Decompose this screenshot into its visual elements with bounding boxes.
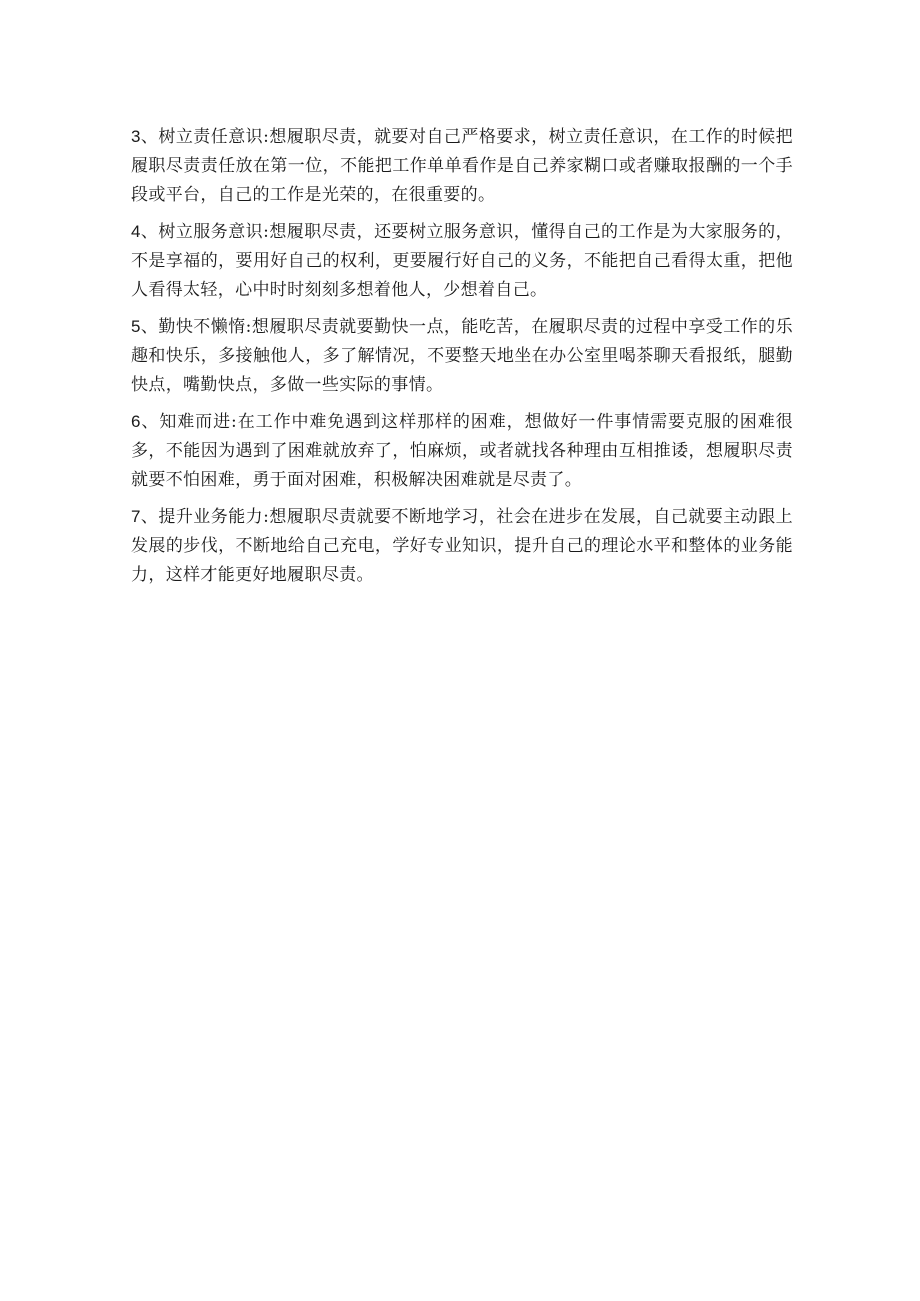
paragraph-number: 6 bbox=[131, 412, 141, 431]
paragraph-item-4 bbox=[131, 217, 793, 305]
paragraph-text: 、勤快不懒惰:想履职尽责就要勤快一点，能吃苦，在履职尽责的过程中享受工作的乐趣和快乐，多接触他人，多了解情况，不要整天地坐在办公室里喝茶聊天看报纸，腿勤快点，嘴勤快点，多做一些实际的事情。 bbox=[131, 317, 793, 395]
paragraph-text: 、知难而进:在工作中难免遇到这样那样的困难，想做好一件事情需要克服的困难很多，不能因为遇到了困难就放弃了，怕麻烦，或者就找各种理由互相推诿，想履职尽责就要不怕困难，勇于面对困难，积极解决困难就是尽责了。 bbox=[131, 412, 793, 490]
paragraph-number: 3 bbox=[131, 127, 141, 146]
paragraph-item-5 bbox=[131, 312, 793, 400]
paragraph-text: 、提升业务能力:想履职尽责就要不断地学习，社会在进步在发展，自己就要主动跟上发展的步伐，不断地给自己充电，学好专业知识，提升自己的理论水平和整体的业务能力，这样才能更好地履职尽责。 bbox=[131, 507, 793, 585]
paragraph-item-6 bbox=[131, 407, 793, 495]
paragraph-text: 、树立服务意识:想履职尽责，还要树立服务意识，懂得自己的工作是为大家服务的，不是享福的，要用好自己的权利，更要履行好自己的义务，不能把自己看得太重，把他人看得太轻，心中时时刻刻多想着他人，少想着自己。 bbox=[131, 222, 793, 300]
paragraph-text: 、树立责任意识:想履职尽责，就要对自己严格要求，树立责任意识，在工作的时候把履职尽责责任放在第一位，不能把工作单单看作是自己养家糊口或者赚取报酬的一个手段或平台，自己的工作是光荣的，在很重要的。 bbox=[131, 127, 793, 205]
paragraph-number: 5 bbox=[131, 317, 141, 336]
paragraph-number: 4 bbox=[131, 222, 141, 241]
paragraph-item-3 bbox=[131, 122, 793, 210]
paragraph-item-7 bbox=[131, 502, 793, 590]
paragraph-number: 7 bbox=[131, 507, 141, 526]
document-body bbox=[131, 122, 793, 597]
